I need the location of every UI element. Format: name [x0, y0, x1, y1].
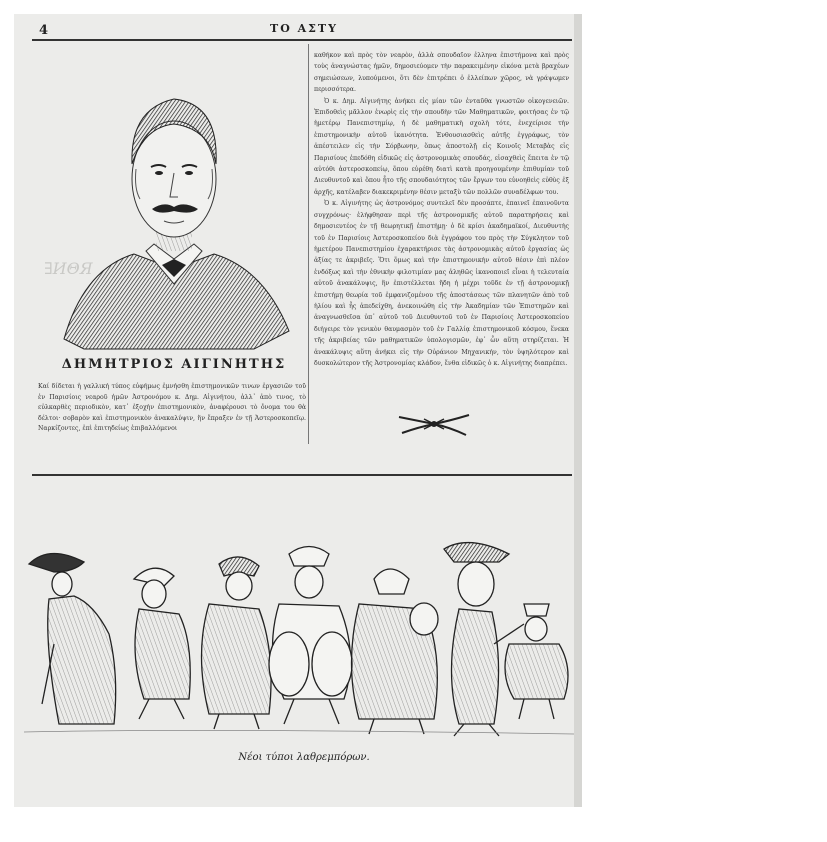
article-paragraph: Ὁ κ. Δημ. Αἰγινήτης ἀνήκει εἰς μίαν τῶν ἐνταῦθα γνωστῶν οἰκογενειῶν. Ἐπιδοθεὶς μᾶλλον ἐνωρὶς εἰς τὴν σπουδὴν τῶν Μαθηματικῶν, φοιτήσας ἐν τῷ ἡμετέρῳ Πανεπιστημίῳ, ἡ δὲ μαθηματικὴ σχολὴ τότε, ἐνεχείρισε τὴν ἐπιστημονικὴν αὐτοῦ ἱκανότητα. Ἐνθουσιασθεὶς αὐτῆς ἐγγράφως, τὸν ἀπέστειλεν εἰς τὴν Σόρβωνην, ὅπως ἀποστολῇ εἰς Κοινοῖς Μεταβὰς εἰς Παρισίους ἐπεδόθη εἰδικῶς εἰς ἀστρονομικὰς σπουδάς, εἰσαχθεὶς ἔπειτα ἐν τῷ αὐτόθι ἀστεροσκοπείῳ, ὅπου εὑρέθη διατὶ κατὰ προηγουμένην ἐπιθυμίαν τοῦ Διευθυντοῦ καὶ ὅπου ἦτο τῆς σπουδαιότητος τῶν ἔργων του εὐνοηθεὶς εὐθὺς ἐξ ἀρχῆς, κατέλαβεν διακεκριμένην θέσιν μεταξὺ τῶν πολλῶν συναδέλφων του.: [314, 97, 569, 196]
section-rule: [32, 474, 572, 476]
portrait-caption: ΔΗΜΗΤΡΙΟΣ ΑΙΓΙΝΗΤΗΣ: [61, 357, 287, 372]
show-through-text: ∃ИΘЯ: [44, 259, 93, 278]
top-rule: [32, 39, 572, 41]
ornament-divider: [394, 409, 474, 439]
column-divider: [308, 44, 309, 444]
page-number: 4: [39, 23, 49, 38]
cartoon-illustration: [14, 524, 582, 739]
right-column-article: [314, 50, 569, 369]
left-column-text: Καί δίδεται ἡ γαλλική τύπος εὐφήμως ἐμνήσθη ἐπιστημονικῶν τινων ἐργασιῶν τοῦ ἐν Παρισίοις νεαροῦ ἡμῶν Ἀστρονόμου κ. Δημ. Αἰγινήτου, ἀλλ᾽ ἀπὸ τινος, τὸ εὐλκαρθὲς περιοδικὸν, κατ᾽ ἐξοχὴν ἐπιστημονικὸν, ἀναφέρουσι τὸ ὄνομα του θὰ δέλτοι· σοβαρὸν καὶ ἐπιστημονικὸν ἀνακαλύψιν, ἣν ἔπραξεν ἐν τῇ Ἀστεροσκοπεῖῳ. Ναρκίζοντες, ἐπὶ ἐπιτηδείως ἐπιβαλλόμενοι: [38, 383, 306, 433]
article-paragraph: καθήκον καὶ πρὸς τὸν νεαρὸν, ἀλλὰ σπουδαῖον ἐλληνα ἐπιστήμονα καὶ πρὸς τοὺς ἀναγνώστας ἡμῶν, δημοσιεύομεν τὴν παρακειμένην εἰκόνα μετὰ βραχέων σημειώσεων, λυπούμενοι, ὅτι δὲν ἐπιτρέπει ὁ ἐλλείπων χῶρος, νὰ γράψωμεν περισσότερα.: [314, 52, 569, 94]
article-paragraph: Ὁ κ. Αἰγινήτης ὡς ἀστρονόμος συντελεῖ δὲν προσάπτε, ἐπαινεῖ ἐπαινοῦντα συγχρόνως· ἐλήφθησαν περὶ τῆς ἀστρονομικῆς αὐτοῦ παρατηρήσεις καὶ δημοσιευτέος ἐν τῇ θεωρητικῇ ἐπιστήμῃ· ὁ δὲ κρίσι ἀκαδημαϊκοί, Διευθυντὴς τοῦ ἐν Παρισίοις Ἀστεροσκοπείου διὰ ἐγγράφου του πρὸς τὴν Σύγκλητον τοῦ ἡμετέρου Πανεπιστημίου ἐχαρακτήρισε τὰς ἀστρονομικὰς αὐτοῦ ἐργασίας ὡς ἀξίας τε ἀκριβεῖς. Ὅτι ὅμως καὶ τὴν ἐπιστημονικὴν αὐτοῦ θέσιν ἐπὶ πλέον ἐνδόξως καὶ τὴν ἐθνικὴν φιλοτιμίαν μας ἀληθῶς ἱκανοποιεῖ εἶναι ἡ τελευταία αὐτοῦ ἀνακάλυψις, ἣν ἐπιστέλλεται ἤδη ἡ μέχρι τοῦδε ἐν τῇ ἀστρονομικῇ ἐπιστήμῃ θεωρία τοῦ ἐμφανιζομένου τῆς ἀποστάσεως τῶν πλανητῶν ἀπὸ τοῦ ἡλίου καὶ ἧς ἀπεδείχθη, ἀνεκοινώθη εἰς τὴν Ἀκαδημίαν τῶν Ἐπιστημῶν καὶ ἀναγνωσθεῖσα ὑπ᾽ αὐτοῦ τοῦ Διευθυντοῦ τοῦ ἐν Παρισίοις Ἀστεροσκοπείου διήγειρε τὸν γενικὸν θαυμασμὸν τοῦ ἐν Γαλλίᾳ ἐπιστημονικοῦ κόσμου, ἕνεκα τῆς ἀκριβείας τῶν μαθηματικῶν ὑπολογισμῶν, ἐφ᾽ ὧν αὕτη στηρίζεται. Ἡ ἀνακάλυψις αὕτη ἀνήκει εἰς τὴν Οὐράνιον Μηχανικήν, τὸν ὑψηλότερον καὶ δυσκολώτερον τῆς Ἀστρονομίας κλάδον, ἔνθα εἰδικῶς ὁ κ. Αἰγινήτης διαπρέπει.: [314, 200, 569, 367]
portrait-engraving: [54, 69, 294, 354]
cartoon-caption: Νέοι τύποι λαθρεμπόρων.: [238, 752, 370, 763]
newspaper-page: [14, 14, 582, 807]
masthead: ΤΟ ΑΣΤΥ: [270, 22, 338, 35]
